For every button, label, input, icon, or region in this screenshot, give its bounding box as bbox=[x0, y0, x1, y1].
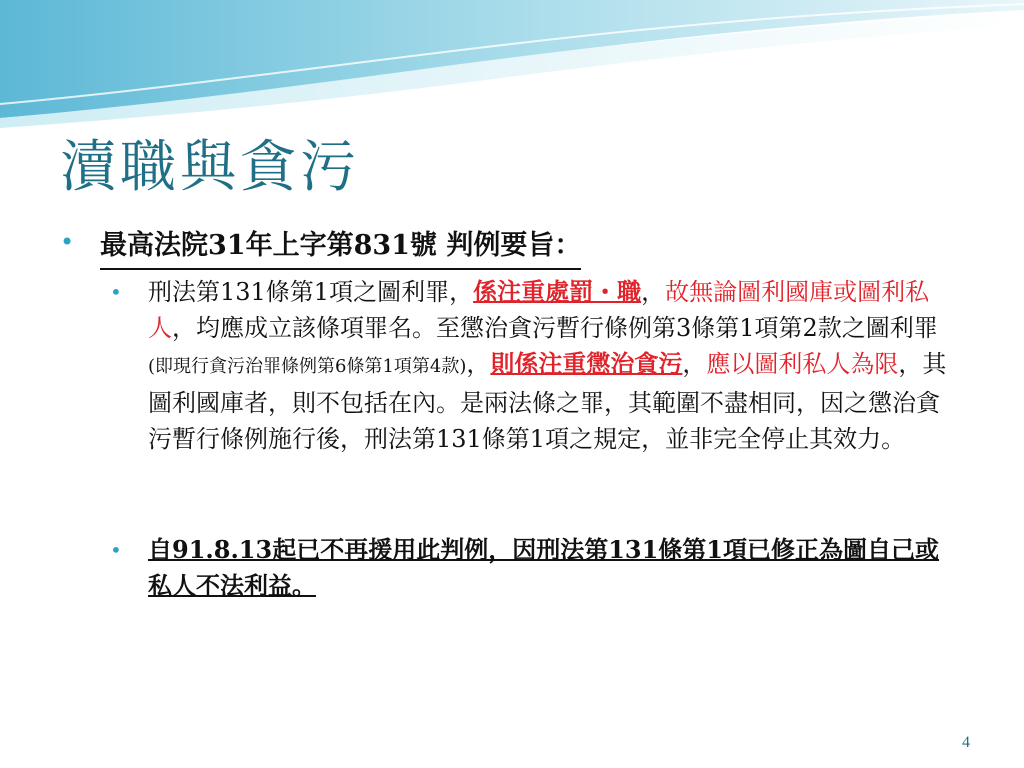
sub-bullet-list-2 bbox=[110, 532, 960, 604]
emphasis-run: 應以圖利私人為限 bbox=[706, 350, 899, 378]
sub-bullet-list bbox=[110, 274, 960, 457]
bullet-dot: • bbox=[110, 280, 122, 304]
text-run: ， bbox=[682, 350, 707, 378]
bullet-dot: • bbox=[110, 538, 122, 562]
text-run: ，其圖利國庫者，則不包括在內。是兩法條之罪，其範圍不盡相同，因之懲治貪污暫行條例施行後，刑法第131條第1項之規定，並非完全停止其效力。 bbox=[148, 350, 947, 453]
text-run: ，均應成立該條項罪名。至懲治貪污暫行條例第3條第1項第2款之圖利罪 bbox=[172, 314, 938, 342]
text-run: 刑法第131條第1項之圖利罪， bbox=[148, 278, 474, 306]
header-wave-decoration bbox=[0, 0, 1024, 130]
text-run: ， bbox=[641, 278, 666, 306]
emphasis-run: 則係注重懲治貪污 bbox=[490, 349, 683, 378]
slide-title: 瀆職與貪污 bbox=[60, 135, 360, 200]
emphasis-run: 係注重處罰・職 bbox=[473, 277, 642, 306]
underlined-text: 自91.8.13起已不再援用此判例，因刑法第131條第1項已修正為圖自己或私人不法利益。 bbox=[148, 535, 940, 600]
main-bullet-text: 最高法院31年上字第831號 判例要旨： bbox=[100, 226, 581, 270]
emphasis-run: 故無論圖利國庫或圖利私人 bbox=[148, 278, 930, 342]
page-number: 4 bbox=[962, 734, 970, 751]
sub-bullet-2 bbox=[110, 532, 960, 604]
text-run-small: (即現行貪污治罪條例第6條第1項第4款) bbox=[148, 356, 467, 377]
sub-bullet-1 bbox=[110, 274, 960, 457]
bullet-dot: • bbox=[60, 228, 75, 256]
text-run: ， bbox=[466, 350, 491, 378]
